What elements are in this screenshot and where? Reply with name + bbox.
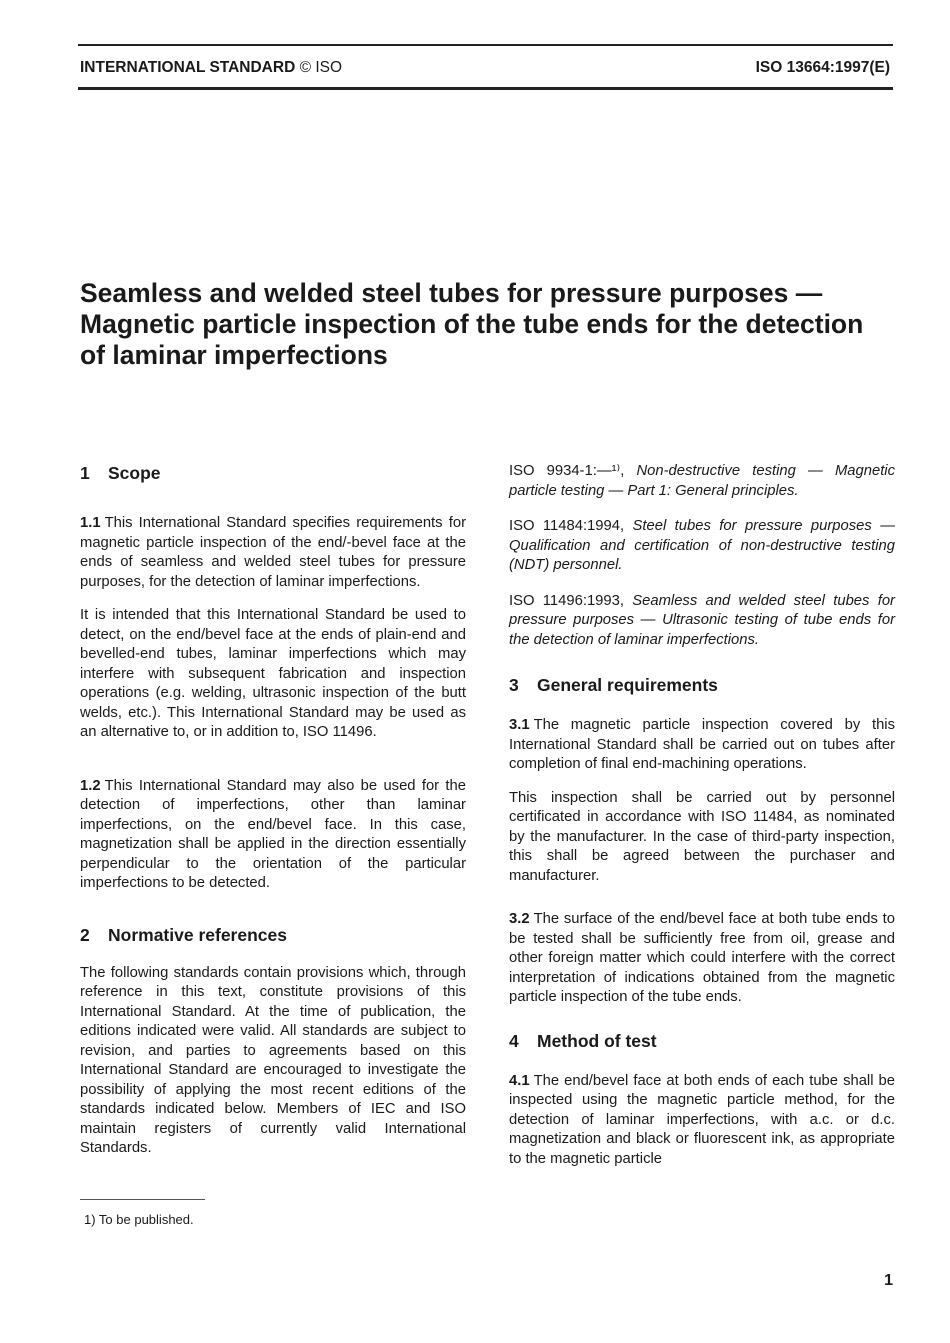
reference-id: ISO 11496:1993, [509,592,624,609]
header-title: INTERNATIONAL STANDARD [80,59,296,76]
paragraph-text: The end/bevel face at both ends of each tube shall be inspected using the magnetic particle method, for the detection of laminar imperfections, with a.c. or d.c. magnetization and black or fluorescent ink, as appropriate to the magnetic particle [509,1072,895,1167]
section-heading-scope [80,462,466,484]
left-column [80,462,466,1159]
section-title: Normative references [108,924,287,945]
paragraph-number: 3.1 [509,717,530,733]
reference-title: Seamless and welded steel tubes for pressure purposes — Ultrasonic testing of tube ends for the detection of laminar imperfections. [509,592,895,648]
paragraph-4-1 [509,1072,895,1170]
header-top-rule [78,44,893,46]
paragraph-text: This International Standard specifies requirements for magnetic particle inspection of the end/-bevel face at the ends of seamless and welded steel tubes for pressure purposes, for the detection of laminar imperfections. [80,515,466,590]
section-number: 1 [80,463,90,483]
paragraph-number: 3.2 [509,911,530,927]
paragraph-number: 4.1 [509,1072,530,1089]
paragraph-3-1 [509,716,895,775]
section-heading-method-of-test [509,1030,895,1052]
paragraph-1-1-continued: It is intended that this International Standard be used to detect, on the end/bevel face at the ends of plain-end and bevelled-end tubes, laminar imperfections which may interfere with subsequent fabrication and inspection operations (e.g. welding, ultrasonic inspection of the butt welds, etc.). This International Standard may be used as an alternative to, or in addition to, ISO 11496. [80,607,466,740]
reference-id: ISO 11484:1994, [509,518,625,534]
section-number: 4 [509,1030,519,1051]
section-number: 3 [509,675,519,695]
paragraph-2-intro: The following standards contain provisions which, through reference in this text, constitute provisions of this International Standard. At the time of publication, the editions indicated were valid. All standards are subject to revision, and parties to agreements based on this International Standard are encouraged to investigate the possibility of applying the most recent editions of the standards indicated below. Members of IEC and ISO maintain registers of currently valid International Standards. [80,964,466,1156]
paragraph-1-1 [80,514,466,592]
header-copyright: © ISO [299,59,343,76]
reference-iso-9934-1 [509,462,895,501]
header-bottom-rule [78,87,893,90]
header-document-id: ISO 13664:1997(E) [755,59,890,76]
reference-title: Non-destructive testing — Magnetic particle testing — Part 1: General principles. [509,463,895,499]
footnote: 1) To be published. [84,1212,194,1227]
paragraph-number: 1.2 [80,777,101,794]
header-standard-label [80,59,342,77]
document-title: Seamless and welded steel tubes for pressure purposes — Magnetic particle inspection of the tube ends for the detection of laminar imperfections [80,278,864,370]
paragraph-number: 1.1 [80,515,101,531]
section-heading-normative-references [80,924,466,946]
section-number: 2 [80,924,90,945]
reference-iso-11496 [509,592,895,651]
paragraph-text: The surface of the end/bevel face at both tube ends to be tested shall be sufficiently free from oil, grease and other foreign matter which could interfere with the correct interpretation of indications obtained from the magnetic particle inspection of the tube ends. [509,911,895,1005]
reference-id: ISO 9934-1:—¹⁾, [509,463,625,479]
page-number: 1 [884,1272,893,1289]
footnote-divider [80,1199,205,1200]
reference-iso-11484 [509,517,895,576]
right-column [509,462,895,1169]
section-heading-general-requirements [509,674,895,696]
paragraph-1-2 [80,777,466,894]
paragraph-3-1-continued: This inspection shall be carried out by personnel certificated in accordance with ISO 11484, as nominated by the manufacturer. In the case of third-party inspection, this shall be agreed between the purchaser and manufacturer. [509,789,895,884]
reference-title: Steel tubes for pressure purposes — Qualification and certification of non-destructive testing (NDT) personnel. [509,518,895,573]
section-title: General requirements [537,675,718,695]
paragraph-3-2 [509,910,895,1008]
paragraph-text: This International Standard may also be used for the detection of imperfections, other than laminar imperfections, on the end/bevel face. In this case, magnetization shall be applied in the direction essentially perpendicular to the orientation of the particular imperfections to be detected. [80,777,466,891]
paragraph-text: The magnetic particle inspection covered by this International Standard shall be carried out on tubes after completion of final end-machining operations. [509,717,895,772]
section-title: Scope [108,463,161,483]
section-title: Method of test [537,1030,657,1051]
